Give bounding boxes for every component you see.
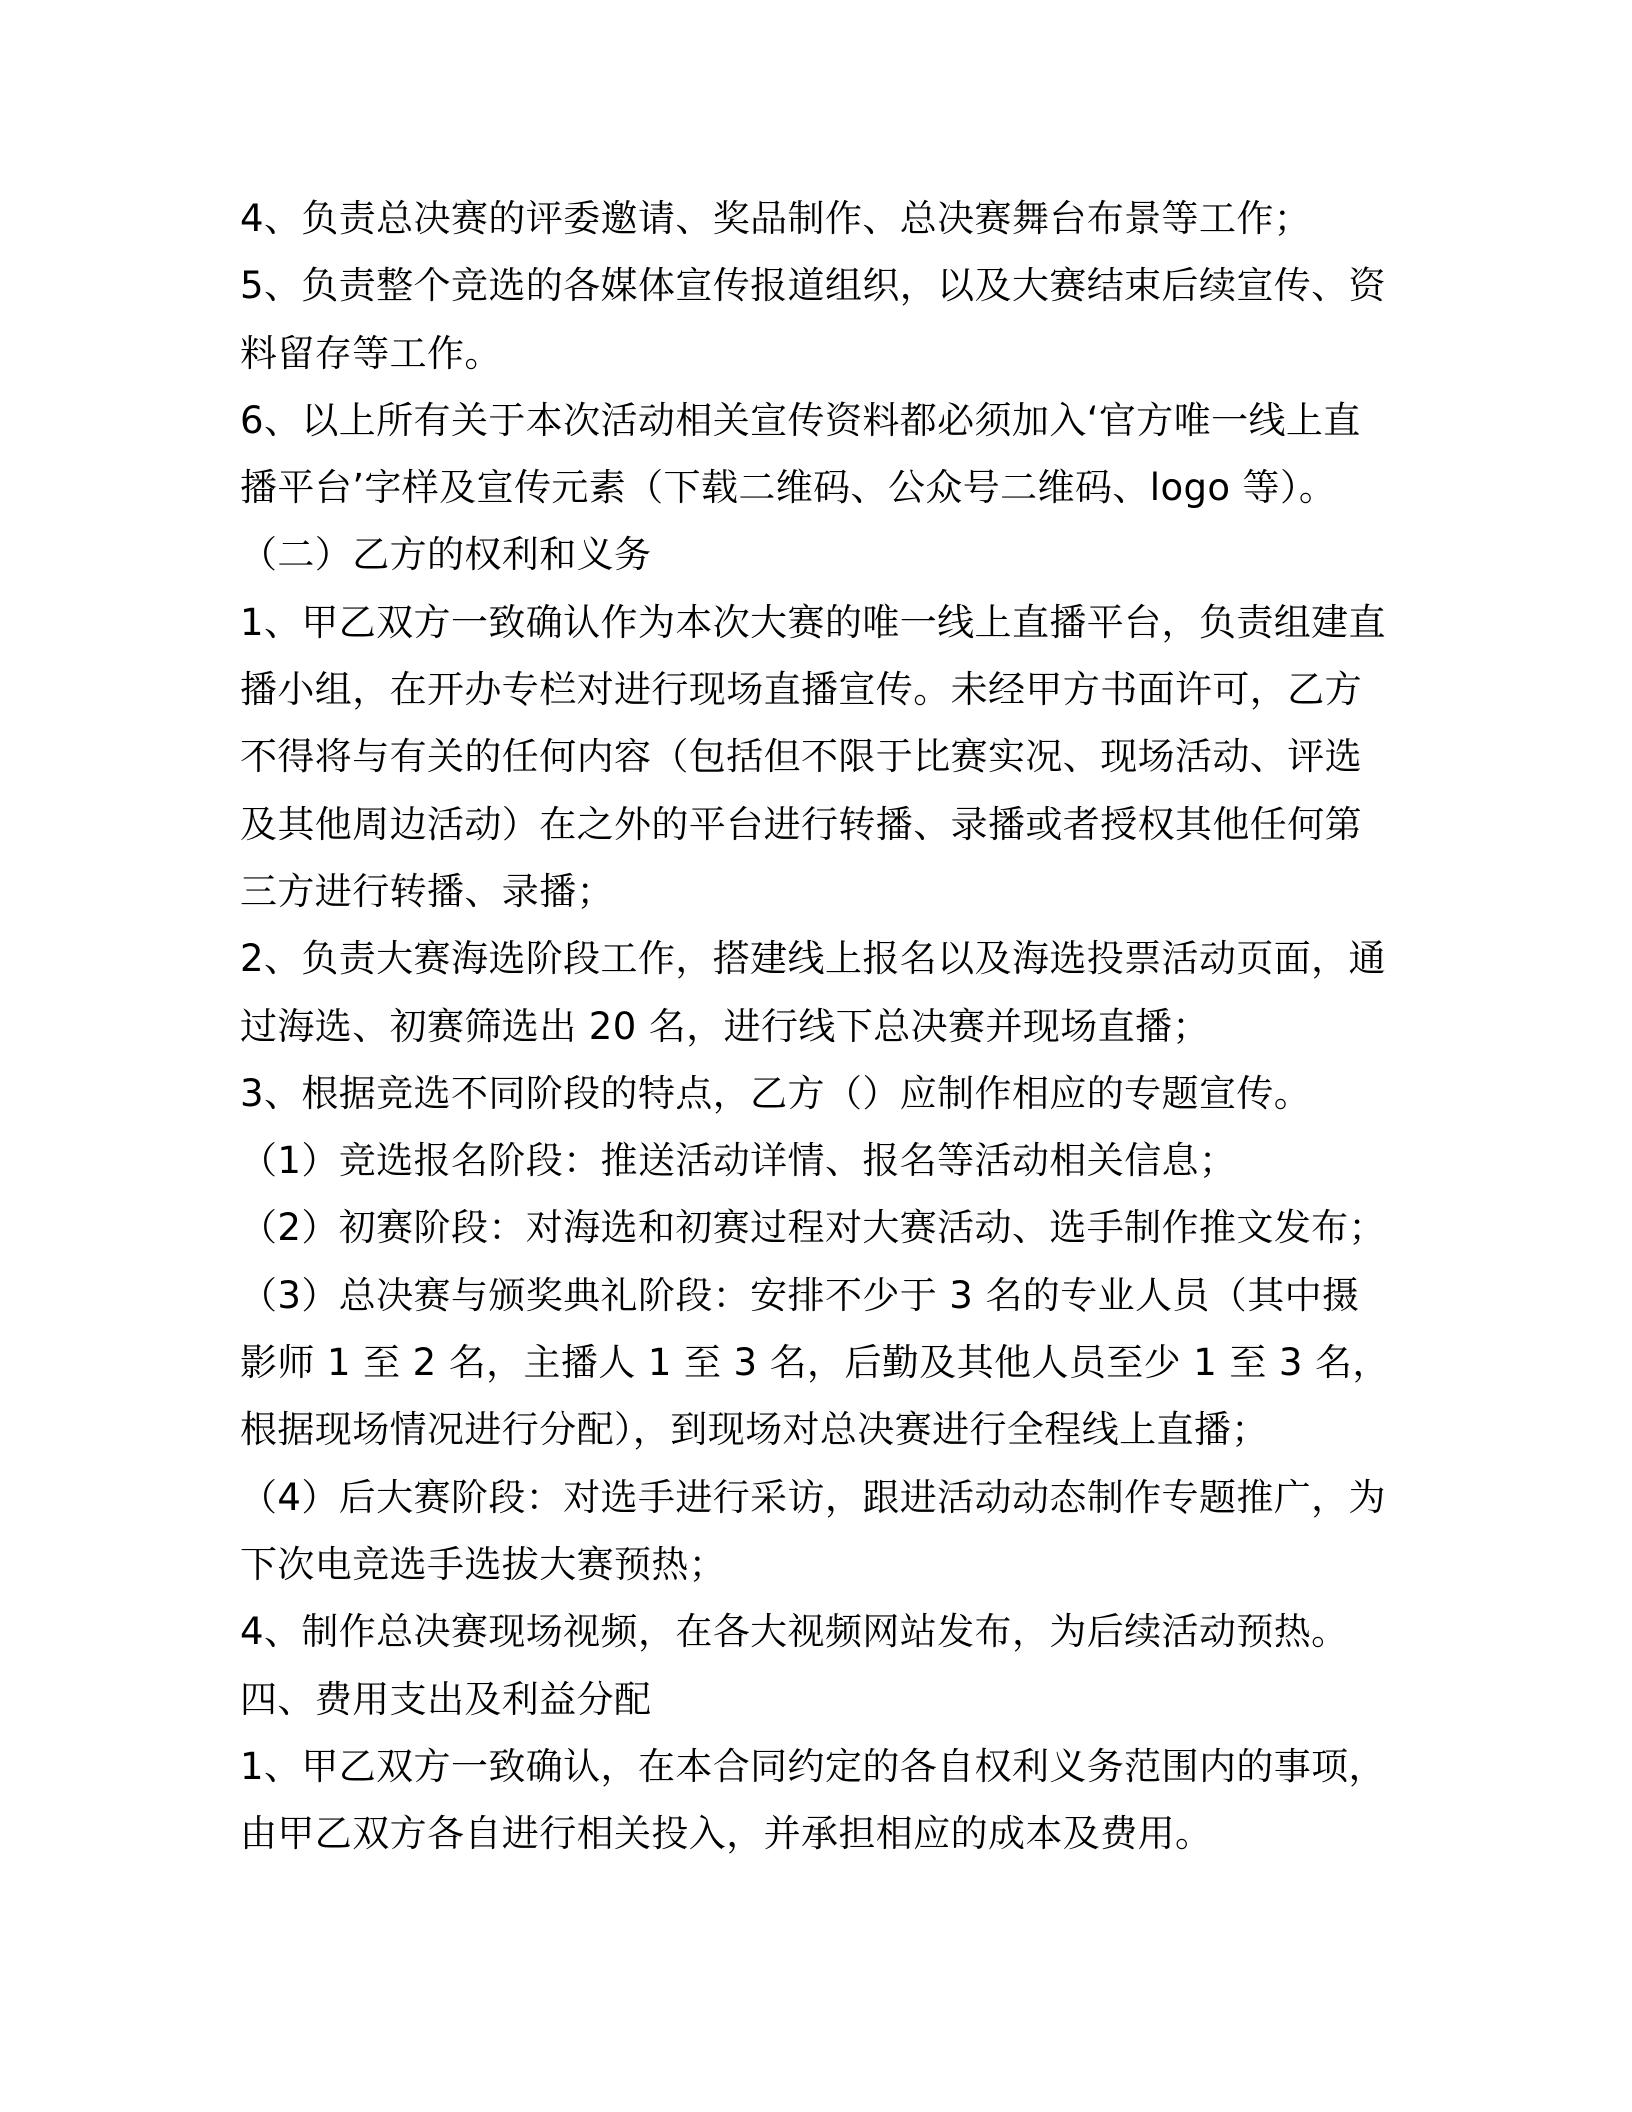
paragraph-duty-4-final-judges: 4、负责总决赛的评委邀请、奖品制作、总决赛舞台布景等工作； (240, 197, 1312, 240)
paragraph-stage-2-preliminary: （2）初赛阶段：对海选和初赛过程对大赛活动、选手制作推文发布； (240, 1206, 1386, 1250)
paragraph-party-b-3-special-publicity: 3、根据竞选不同阶段的特点，乙方（）应制作相应的专题宣传。 (240, 1071, 1312, 1115)
paragraph-stage-3-final-ceremony: （3）总决赛与颁奖典礼阶段：安排不少于 3 名的专业人员（其中摄影师 1 至 2 名，主播人 1 至 3 名，后勤及其他人员至少 1 至 3 名，根据现场情况进行分配），到现场对总决赛进行全程线上直播； (240, 1273, 1390, 1452)
section-heading-party-b-rights: （二）乙方的权利和义务 (240, 533, 652, 577)
paragraph-party-b-1-live-broadcast: 1、甲乙双方一致确认作为本次大赛的唯一线上直播平台，负责组建直播小组，在开办专栏对进行现场直播宣传。未经甲方书面许可，乙方不得将与有关的任何内容（包括但不限于比赛实况、现场活动、评选及其他周边活动）在之外的平台进行转播、录播或者授权其他任何第三方进行转播、录播； (240, 600, 1386, 913)
paragraph-cost-1-each-party-bears: 1、甲乙双方一致确认，在本合同约定的各自权利义务范围内的事项，由甲乙双方各自进行相关投入，并承担相应的成本及费用。 (240, 1744, 1386, 1856)
paragraph-duty-6-official-branding: 6、以上所有关于本次活动相关宣传资料都必须加入‘官方唯一线上直播平台’字样及宣传元素（下载二维码、公众号二维码、logo 等）。 (240, 398, 1361, 510)
section-heading-cost-and-profit: 四、费用支出及利益分配 (240, 1677, 652, 1721)
document-body (240, 185, 1392, 1867)
paragraph-stage-4-post-event: （4）后大赛阶段：对选手进行采访，跟进活动动态制作专题推广，为下次电竞选手选拔大赛预热； (240, 1475, 1386, 1586)
paragraph-stage-1-registration: （1）竞选报名阶段：推送活动详情、报名等活动相关信息； (240, 1139, 1237, 1183)
paragraph-duty-5-media-publicity: 5、负责整个竞选的各媒体宣传报道组织，以及大赛结束后续宣传、资料留存等工作。 (240, 264, 1386, 375)
paragraph-party-b-2-audition: 2、负责大赛海选阶段工作，搭建线上报名以及海选投票活动页面，通过海选、初赛筛选出 20 名，进行线下总决赛并现场直播； (240, 937, 1386, 1048)
paragraph-party-b-4-final-video: 4、制作总决赛现场视频，在各大视频网站发布，为后续活动预热。 (240, 1610, 1349, 1654)
